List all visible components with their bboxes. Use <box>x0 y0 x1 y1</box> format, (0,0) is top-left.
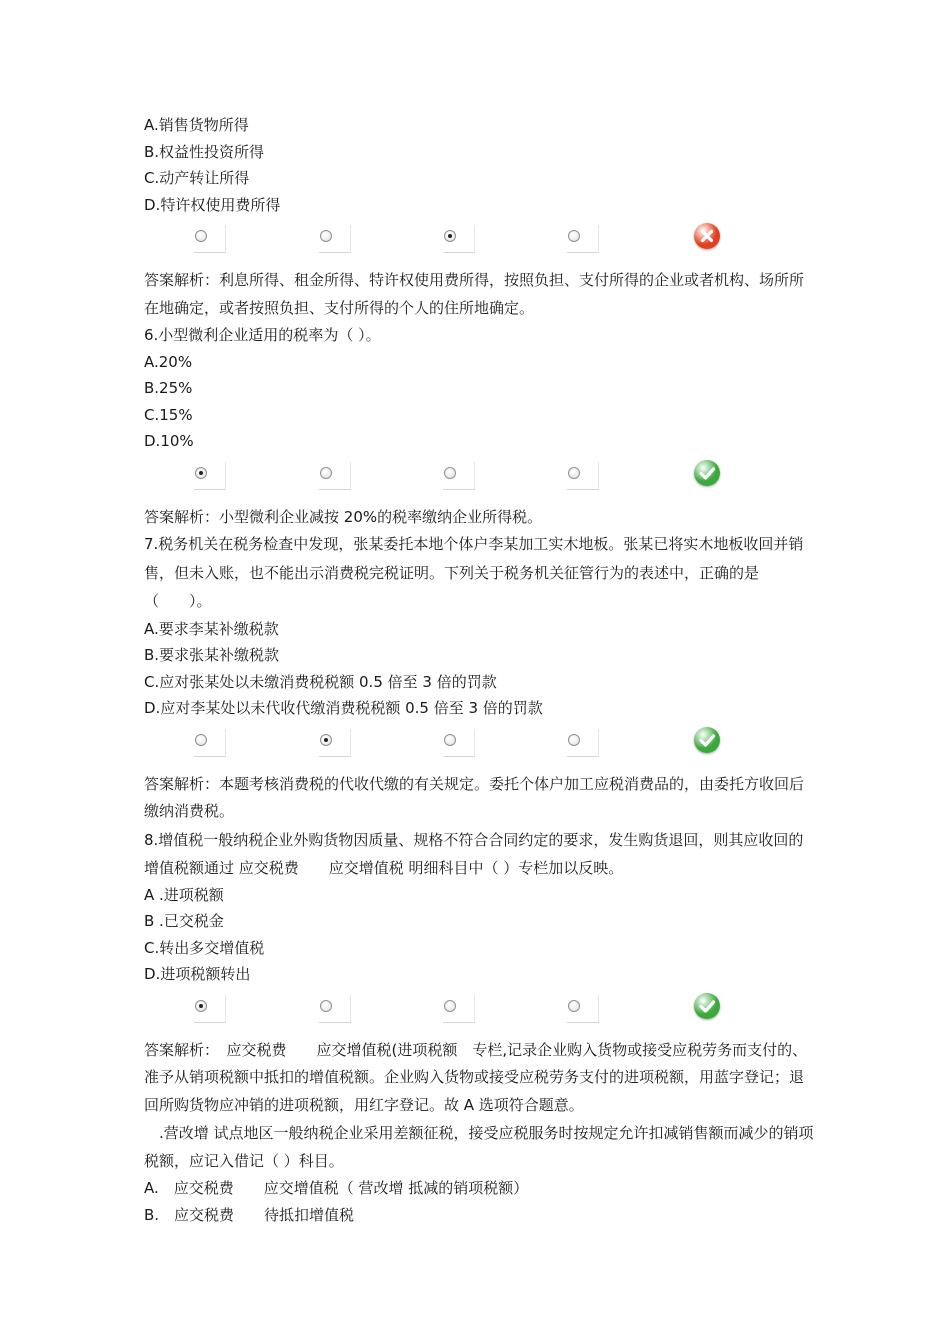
radio-option-d[interactable] <box>567 462 599 490</box>
question-6 <box>144 322 814 530</box>
option-b: B.要求张某补缴税款 <box>144 646 280 664</box>
question-text: 7.税务机关在税务检查中发现，张某委托本地个体户李某加工实木地板。张某已将实木地板收回并销售，但未入账，也不能出示消费税完税证明。下列关于税务机关征管行为的表述中，正确的是（ ）。 <box>144 535 804 610</box>
option-b: B. 应交税费 待抵扣增值税 <box>144 1205 355 1224</box>
answer-radio-row <box>144 727 814 765</box>
answer-explanation: 答案解析：小型微利企业减按 20%的税率缴纳企业所得税。 <box>144 507 543 526</box>
question-5 <box>144 112 814 322</box>
answer-radio-row <box>144 460 814 498</box>
radio-option-c[interactable] <box>443 729 475 757</box>
option-b: B .已交税金 <box>144 912 224 930</box>
radio-option-d[interactable] <box>567 225 599 253</box>
radio-unchecked-icon[interactable] <box>320 230 332 242</box>
radio-checked-icon[interactable] <box>320 734 332 746</box>
document-page <box>144 112 814 1228</box>
radio-unchecked-icon[interactable] <box>568 467 580 479</box>
radio-unchecked-icon[interactable] <box>320 1000 332 1012</box>
radio-option-c[interactable] <box>443 995 475 1023</box>
radio-checked-icon[interactable] <box>444 230 456 242</box>
radio-option-c[interactable] <box>443 225 475 253</box>
option-a: A.要求李某补缴税款 <box>144 619 279 638</box>
question-text: 6.小型微利企业适用的税率为（ ）。 <box>144 326 381 344</box>
radio-unchecked-icon[interactable] <box>195 230 207 242</box>
option-c: C.转出多交增值税 <box>144 938 265 957</box>
radio-option-c[interactable] <box>443 462 475 490</box>
option-c: C.动产转让所得 <box>144 169 250 187</box>
radio-unchecked-icon[interactable] <box>568 1000 580 1012</box>
radio-unchecked-icon[interactable] <box>444 734 456 746</box>
question-8 <box>144 826 814 1120</box>
option-a: A .进项税额 <box>144 885 224 904</box>
correct-icon <box>694 460 720 486</box>
radio-option-a[interactable] <box>194 995 226 1023</box>
option-b: B.权益性投资所得 <box>144 142 265 161</box>
option-d: D.应对李某处以未代收代缴消费税税额 0.5 倍至 3 倍的罚款 <box>144 699 543 717</box>
question-7 <box>144 530 814 826</box>
wrong-icon <box>694 223 720 249</box>
radio-unchecked-icon[interactable] <box>444 467 456 479</box>
radio-option-a[interactable] <box>194 225 226 253</box>
question-9 <box>144 1119 814 1228</box>
radio-unchecked-icon[interactable] <box>568 230 580 242</box>
radio-option-a[interactable] <box>194 729 226 757</box>
radio-checked-icon[interactable] <box>195 1000 207 1012</box>
radio-unchecked-icon[interactable] <box>195 734 207 746</box>
option-a: A.20% <box>144 352 193 371</box>
answer-explanation: 答案解析：利息所得、租金所得、特许权使用费所得，按照负担、支付所得的企业或者机构、场所所在地确定，或者按照负担、支付所得的个人的住所地确定。 <box>144 271 805 317</box>
radio-unchecked-icon[interactable] <box>444 1000 456 1012</box>
radio-unchecked-icon[interactable] <box>568 734 580 746</box>
question-text: 8.增值税一般纳税企业外购货物因质量、规格不符合合同约定的要求，发生购货退回，则其应收回的增值税额通过 应交税费 应交增值税 明细科目中（ ）专栏加以反映。 <box>144 830 804 877</box>
radio-option-b[interactable] <box>319 995 351 1023</box>
option-d: D.进项税额转出 <box>144 965 251 983</box>
radio-option-d[interactable] <box>567 995 599 1023</box>
option-a: A. 应交税费 应交增值税（ 营改增 抵减的销项税额） <box>144 1179 529 1197</box>
option-c: C.应对张某处以未缴消费税税额 0.5 倍至 3 倍的罚款 <box>144 672 497 691</box>
correct-icon <box>694 727 720 753</box>
radio-option-d[interactable] <box>567 729 599 757</box>
option-d: D.10% <box>144 432 194 450</box>
option-c: C.15% <box>144 405 193 424</box>
radio-checked-icon[interactable] <box>195 467 207 479</box>
question-text: .营改增 试点地区一般纳税企业采用差额征税，接受应税服务时按规定允许扣减销售额而减少的销项税额，应记入借记（ ）科目。 <box>144 1124 814 1170</box>
answer-radio-row <box>144 993 814 1031</box>
option-d: D.特许权使用费所得 <box>144 195 281 214</box>
radio-option-a[interactable] <box>194 462 226 490</box>
correct-icon <box>694 993 720 1019</box>
option-a: A.销售货物所得 <box>144 116 249 134</box>
option-b: B.25% <box>144 379 193 397</box>
radio-option-b[interactable] <box>319 462 351 490</box>
answer-radio-row <box>144 223 814 261</box>
radio-option-b[interactable] <box>319 729 351 757</box>
answer-explanation: 答案解析：本题考核消费税的代收代缴的有关规定。委托个体户加工应税消费品的，由委托方收回后缴纳消费税。 <box>144 774 805 820</box>
radio-unchecked-icon[interactable] <box>320 467 332 479</box>
answer-explanation: 答案解析： 应交税费 应交增值税(进项税额 专栏,记录企业购入货物或接受应税劳务而支付的、准予从销项税额中抵扣的增值税额。企业购入货物或接受应税劳务支付的进项税额，用蓝字登记；退回所购货物应冲销的进项税额，用红字登记。故 A 选项符合题意。 <box>144 1040 808 1114</box>
radio-option-b[interactable] <box>319 225 351 253</box>
